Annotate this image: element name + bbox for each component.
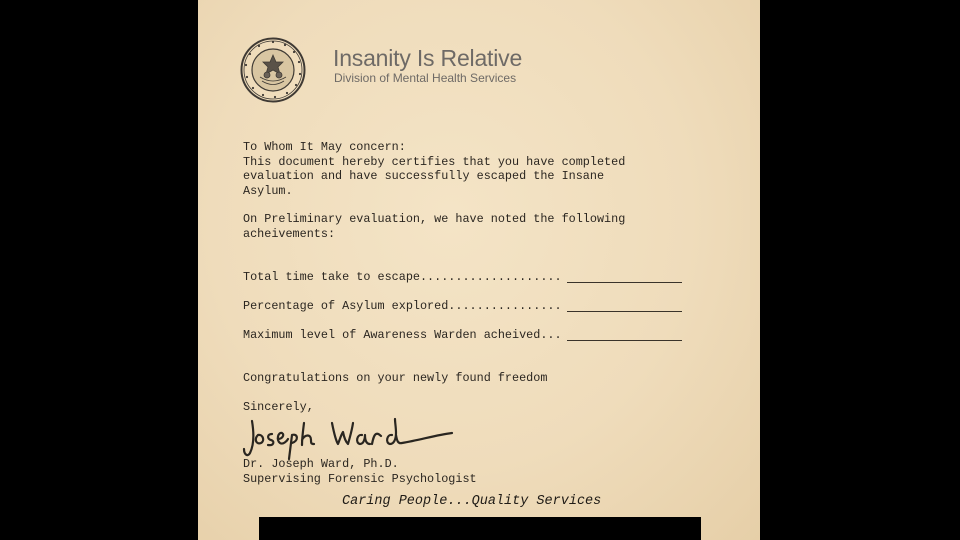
stat-time-label: Total time take to escape.................... [243,270,562,284]
footer-slogan: Caring People...Quality Services [342,494,602,509]
stat-explored-label: Percentage of Asylum explored................ [243,299,562,313]
closing-line: Sincerely, [243,400,314,414]
stat-explored-blank [567,311,682,312]
bottom-black-bar [259,517,701,540]
body-line: evaluation and have successfully escaped the Insane [243,169,605,183]
signer-name: Dr. Joseph Ward, Ph.D. [243,457,399,471]
stat-time-blank [567,282,682,283]
stat-awareness-label: Maximum level of Awareness Warden acheived... [243,328,562,342]
signature-image [240,413,455,463]
body-line: Asylum. [243,183,293,198]
salutation: To Whom It May concern: [243,140,406,154]
organization-subtitle: Division of Mental Health Services [334,71,517,85]
organization-title: Insanity Is Relative [333,45,523,71]
state-seal-icon [240,37,306,103]
congratulations-line: Congratulations on your newly found freedom [243,371,548,385]
stat-awareness-blank [567,340,682,341]
signer-title: Supervising Forensic Psychologist [243,471,477,486]
prelim-line: acheivements: [243,226,336,241]
certificate-paper [198,0,760,540]
prelim-line: On Preliminary evaluation, we have noted the following [243,212,626,226]
body-line: This document hereby certifies that you have completed [243,154,626,169]
